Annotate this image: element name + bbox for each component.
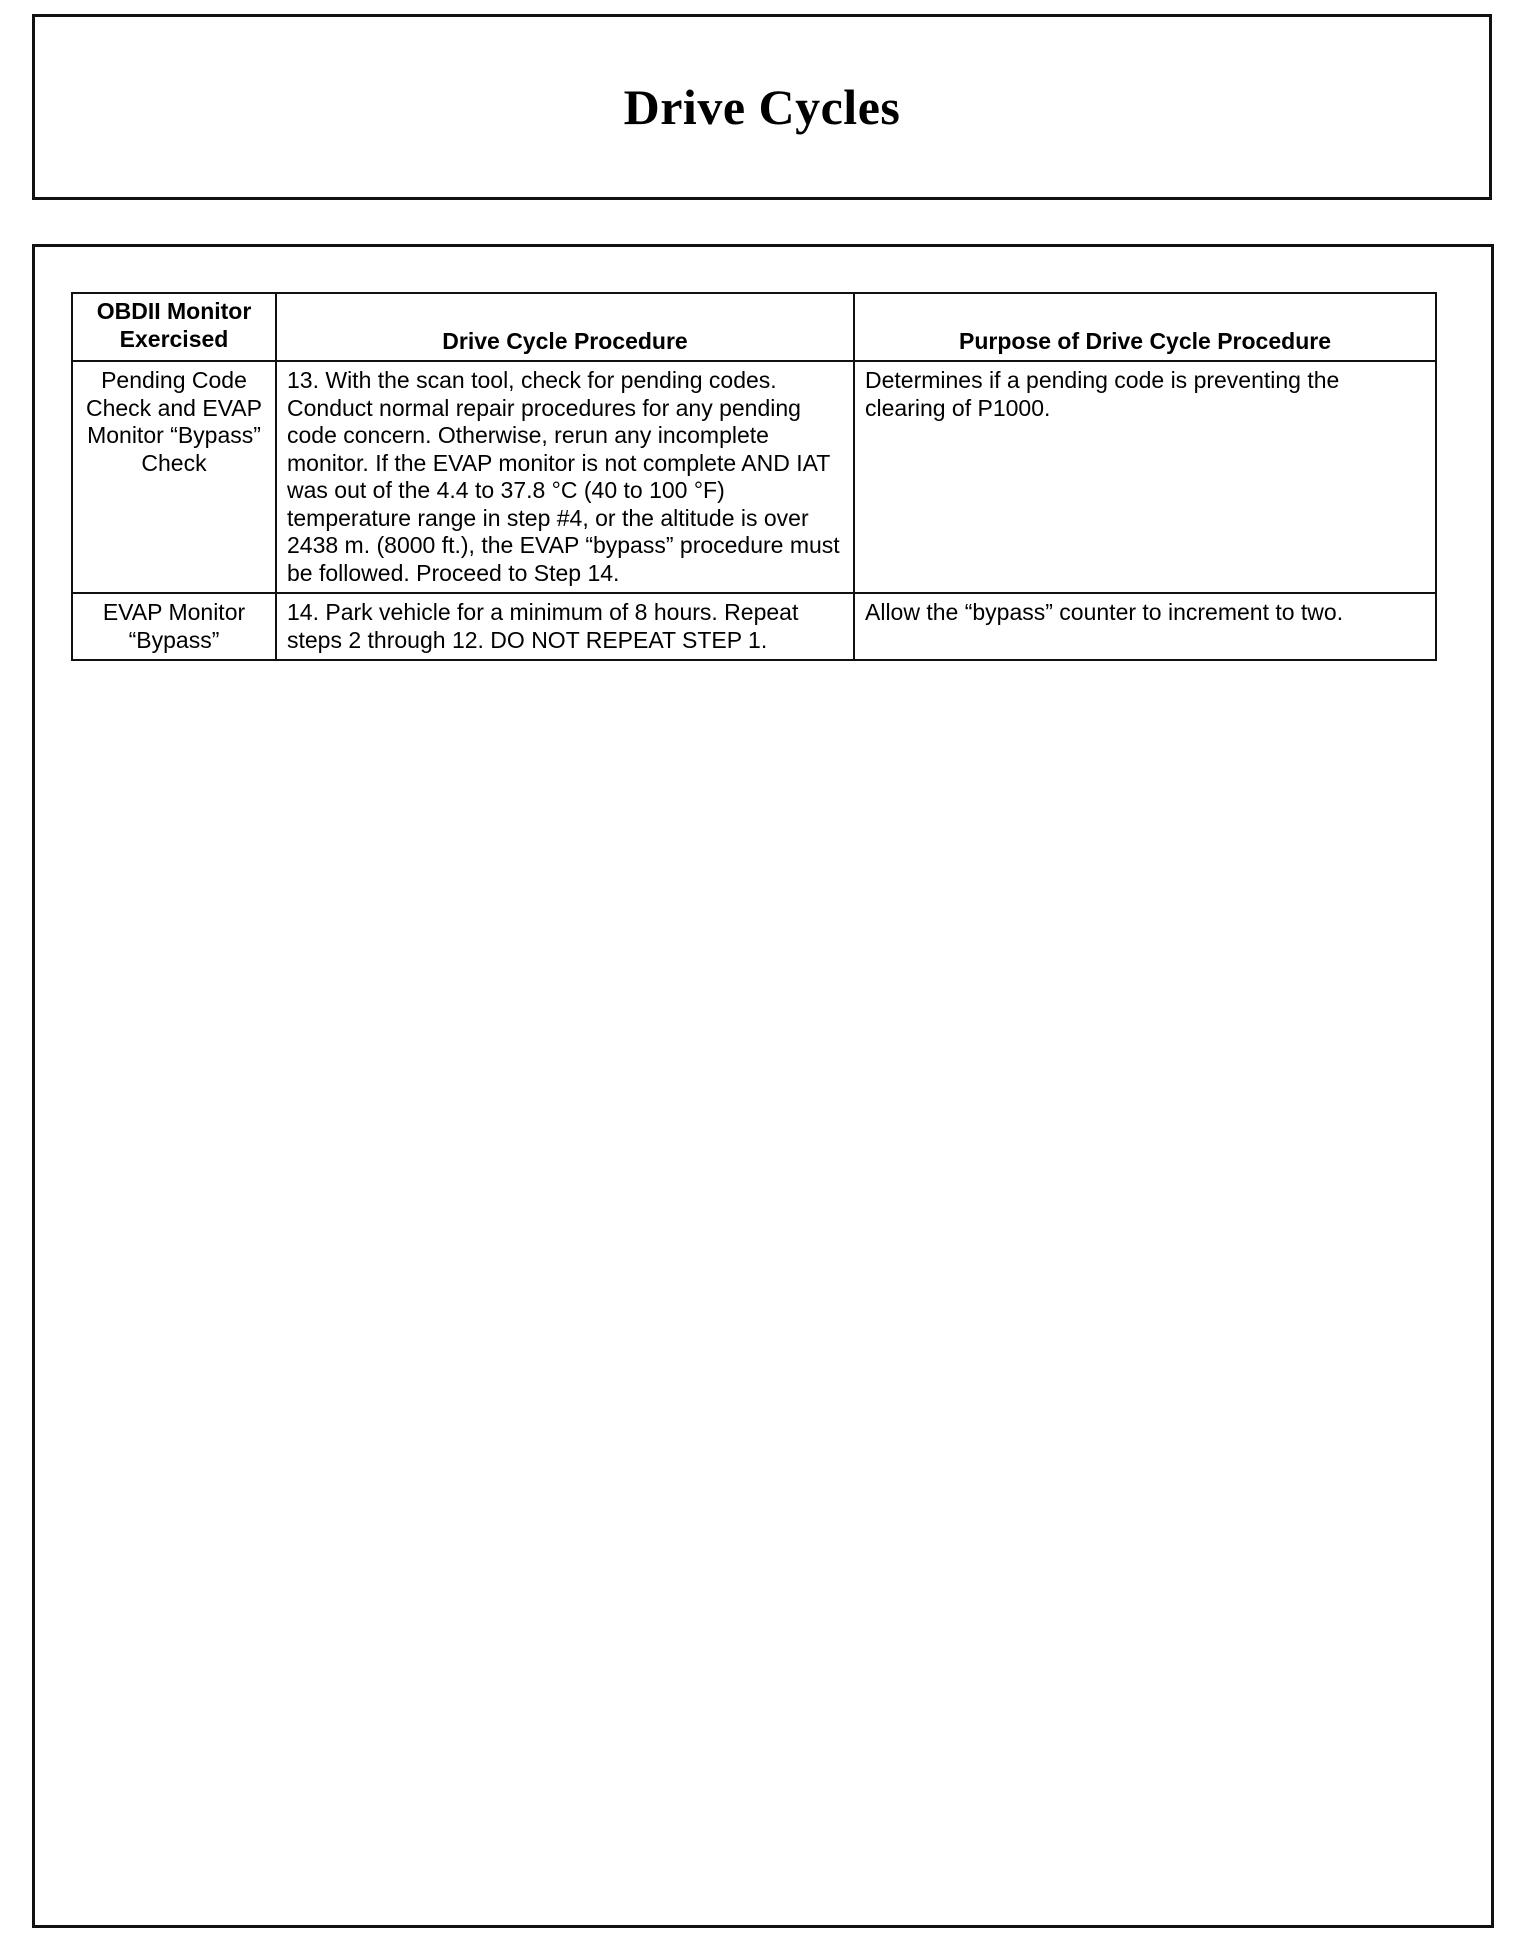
header-purpose: Purpose of Drive Cycle Procedure	[854, 293, 1436, 361]
page-title: Drive Cycles	[623, 79, 901, 135]
monitor-cell: Pending Code Check and EVAP Monitor “Bypass” Check	[72, 361, 276, 593]
procedure-cell: 14. Park vehicle for a minimum of 8 hours. Repeat steps 2 through 12. DO NOT REPEAT STEP 1.	[276, 593, 854, 660]
table-row	[72, 593, 1436, 660]
drive-cycle-table	[71, 292, 1437, 661]
header-monitor: OBDII Monitor Exercised	[72, 293, 276, 361]
procedure-cell: 13. With the scan tool, check for pending codes. Conduct normal repair procedures for any pending code concern. Otherwise, rerun any incomplete monitor. If the EVAP monitor is not complete AND IAT was out of the 4.4 to 37.8 °C (40 to 100 °F) temperature range in step #4, or the altitude is over 2438 m. (8000 ft.), the EVAP “bypass” procedure must be followed. Proceed to Step 14.	[276, 361, 854, 593]
title-box	[32, 14, 1492, 200]
content-box	[32, 244, 1494, 1928]
header-procedure: Drive Cycle Procedure	[276, 293, 854, 361]
purpose-cell: Determines if a pending code is preventing the clearing of P1000.	[854, 361, 1436, 593]
table-header-row	[72, 293, 1436, 361]
monitor-cell: EVAP Monitor “Bypass”	[72, 593, 276, 660]
table-row	[72, 361, 1436, 593]
purpose-cell: Allow the “bypass” counter to increment to two.	[854, 593, 1436, 660]
